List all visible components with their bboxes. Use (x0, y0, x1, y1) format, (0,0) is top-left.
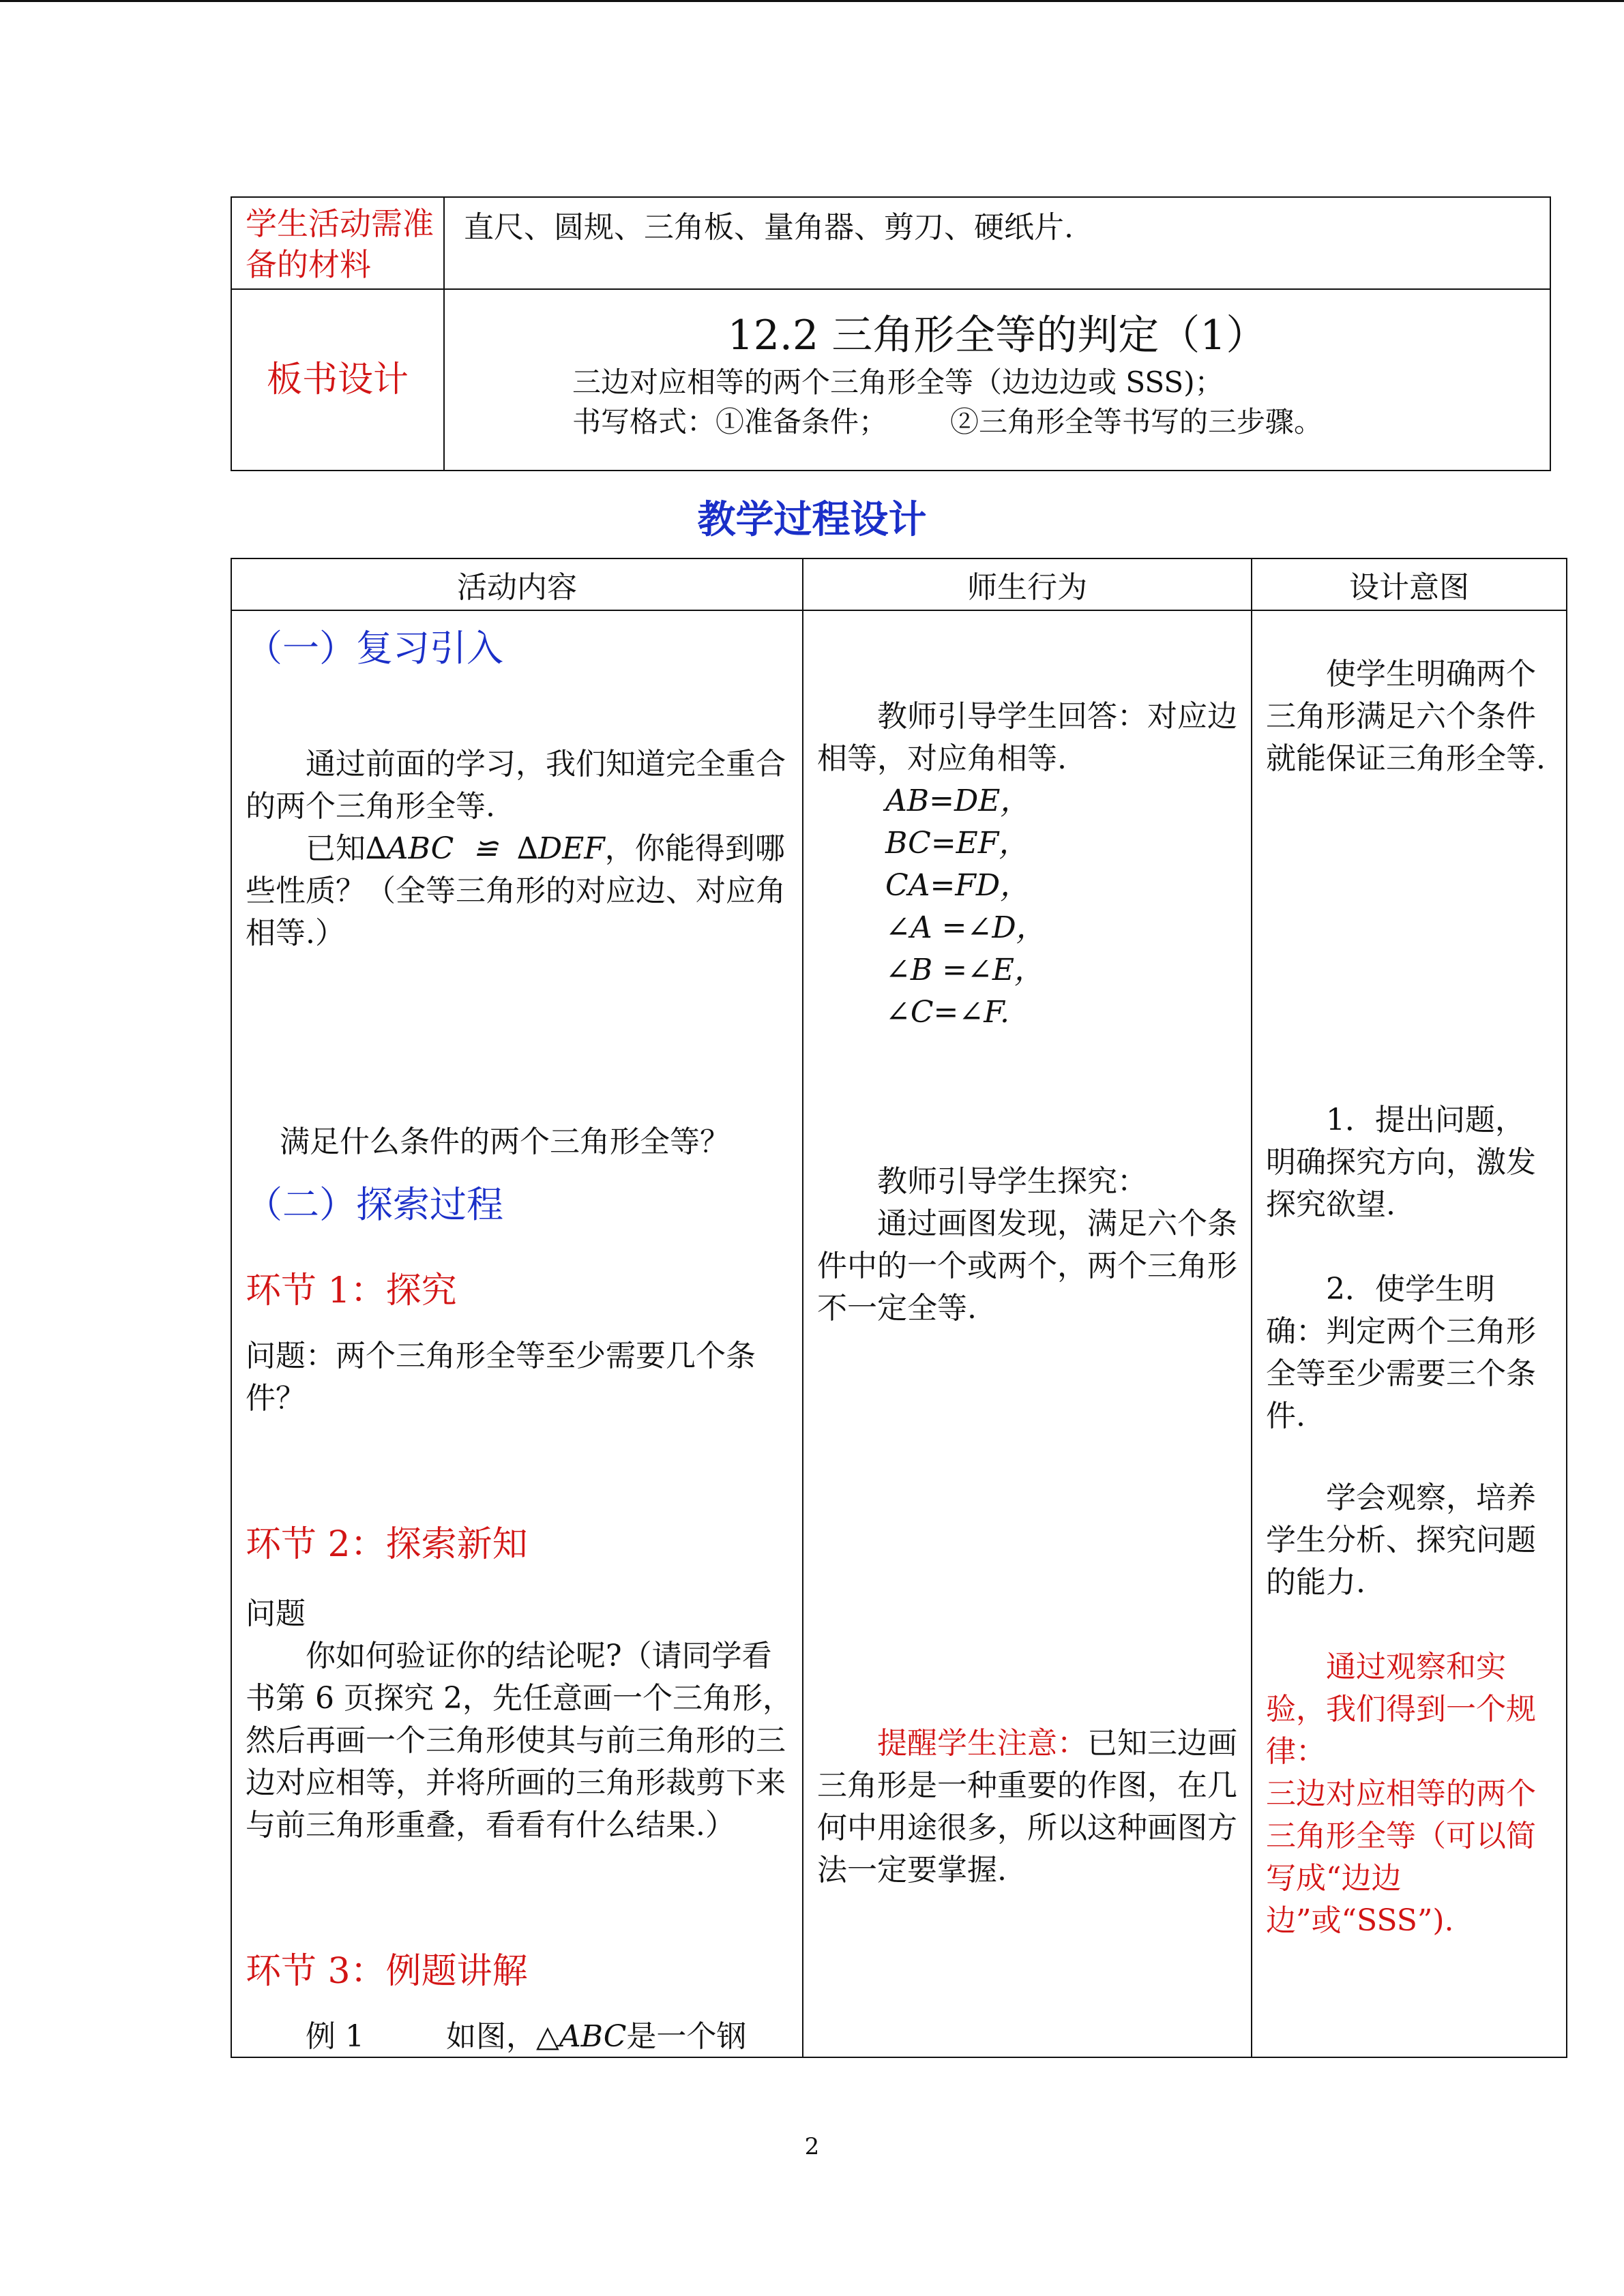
activity-p1: 通过前面的学习，我们知道完全重合的两个三角形全等. (246, 747, 786, 824)
board-line-2a: 书写格式：①准备条件； (572, 405, 888, 438)
board-label: 板书设计 (231, 289, 444, 471)
board-design-cell (444, 289, 1550, 471)
equation-1: AB=DE， (885, 784, 1031, 818)
board-line-2b: ②三角形全等书写的三步骤。 (950, 405, 1323, 438)
behavior-p4 (817, 1723, 1240, 1892)
board-title: 12.2 三角形全等的判定（1） (727, 312, 1267, 359)
step1-question: 问题：两个三角形全等至少需要几个条件？ (246, 1339, 756, 1416)
step3-heading: 环节 3：例题讲解 (246, 1951, 528, 1992)
congruence-expression: ∆ABC ≌ ∆DEF (366, 831, 605, 866)
intent-cell (1252, 610, 1567, 2057)
activity-p2 (246, 828, 793, 955)
materials-text: 直尺、圆规、三角板、量角器、剪刀、硬纸片. (444, 197, 1550, 289)
materials-label: 学生活动需准备的材料 (231, 197, 444, 289)
board-line-1: 三边对应相等的两个三角形全等（边边边或 SSS)； (572, 366, 1224, 399)
reminder-text: 已知三边画三角形是一种重要的作图，在几何中用途很多，所以这种画图方法一定要掌握. (817, 1726, 1237, 1888)
step2-heading: 环节 2：探索新知 (246, 1524, 528, 1565)
equation-6: ∠C=∠F. (885, 995, 1009, 1030)
heading-explore: （二）探索过程 (246, 1183, 503, 1226)
behavior-p3: 通过画图发现，满足六个条件中的一个或两个，两个三角形不一定全等. (817, 1206, 1237, 1326)
equation-4: ∠A =∠D， (885, 910, 1046, 945)
step2-text: 你如何验证你的结论呢?（请同学看书第 6 页探究 2，先任意画一个三角形，然后再画一个三角形使其与前三角形的三边对应相等，并将所画的三角形裁剪下来与前三角形重叠，看看有什么结果.） (246, 1639, 793, 1843)
step2-label: 问题 (246, 1596, 306, 1631)
example-label: 例 1 (306, 2019, 364, 2054)
equation-3: CA=FD， (885, 868, 1031, 903)
question-conditions: 满足什么条件的两个三角形全等？ (280, 1124, 730, 1159)
equation-5: ∠B =∠E， (885, 953, 1045, 987)
behavior-p2: 教师引导学生探究： (877, 1164, 1147, 1199)
section-title: 教学过程设计 (697, 498, 927, 542)
col-header-behavior: 师生行为 (803, 558, 1252, 610)
behavior-cell (803, 610, 1252, 2057)
intent-p3: 2．使学生明确：判定两个三角形全等至少需要三个条件. (1266, 1272, 1536, 1433)
top-border-line (0, 0, 1624, 2)
intent-p1: 使学生明确两个三角形满足六个条件就能保证三角形全等. (1266, 657, 1546, 776)
activity-cell (231, 610, 803, 2057)
heading-review: （一）复习引入 (246, 627, 503, 670)
intent-p5: 通过观察和实验，我们得到一个规律： (1266, 1650, 1536, 1769)
activity-p2-a: 已知 (306, 831, 366, 866)
board-line-2 (572, 402, 1549, 442)
equation-2: BC=EF， (885, 826, 1029, 861)
example-1 (246, 2016, 793, 2058)
example-text-b: 是一个钢 (626, 2019, 747, 2054)
example-text-a: 如图， (445, 2019, 536, 2054)
activity-p2-b: ，你能得到哪些性质？（全等三角形的对应边、对应角相等.） (246, 831, 786, 951)
step1-heading: 环节 1：探究 (246, 1270, 457, 1311)
intent-p4: 学会观察，培养学生分析、探究问题的能力. (1266, 1480, 1536, 1600)
behavior-p1: 教师引导学生回答：对应边相等，对应角相等. (817, 699, 1237, 776)
intent-p2: 1．提出问题，明确探究方向，激发探究欲望. (1266, 1103, 1536, 1222)
page-number: 2 (804, 2133, 820, 2160)
header-table (231, 196, 1551, 471)
process-table (231, 558, 1567, 2058)
reminder-label: 提醒学生注意： (877, 1726, 1087, 1761)
col-header-intent: 设计意图 (1252, 558, 1567, 610)
example-triangle: △ABC (535, 2019, 627, 2054)
intent-p6: 三边对应相等的两个三角形全等（可以简写成“边边边”或“SSS”). (1266, 1776, 1536, 1938)
col-header-activity: 活动内容 (231, 558, 803, 610)
